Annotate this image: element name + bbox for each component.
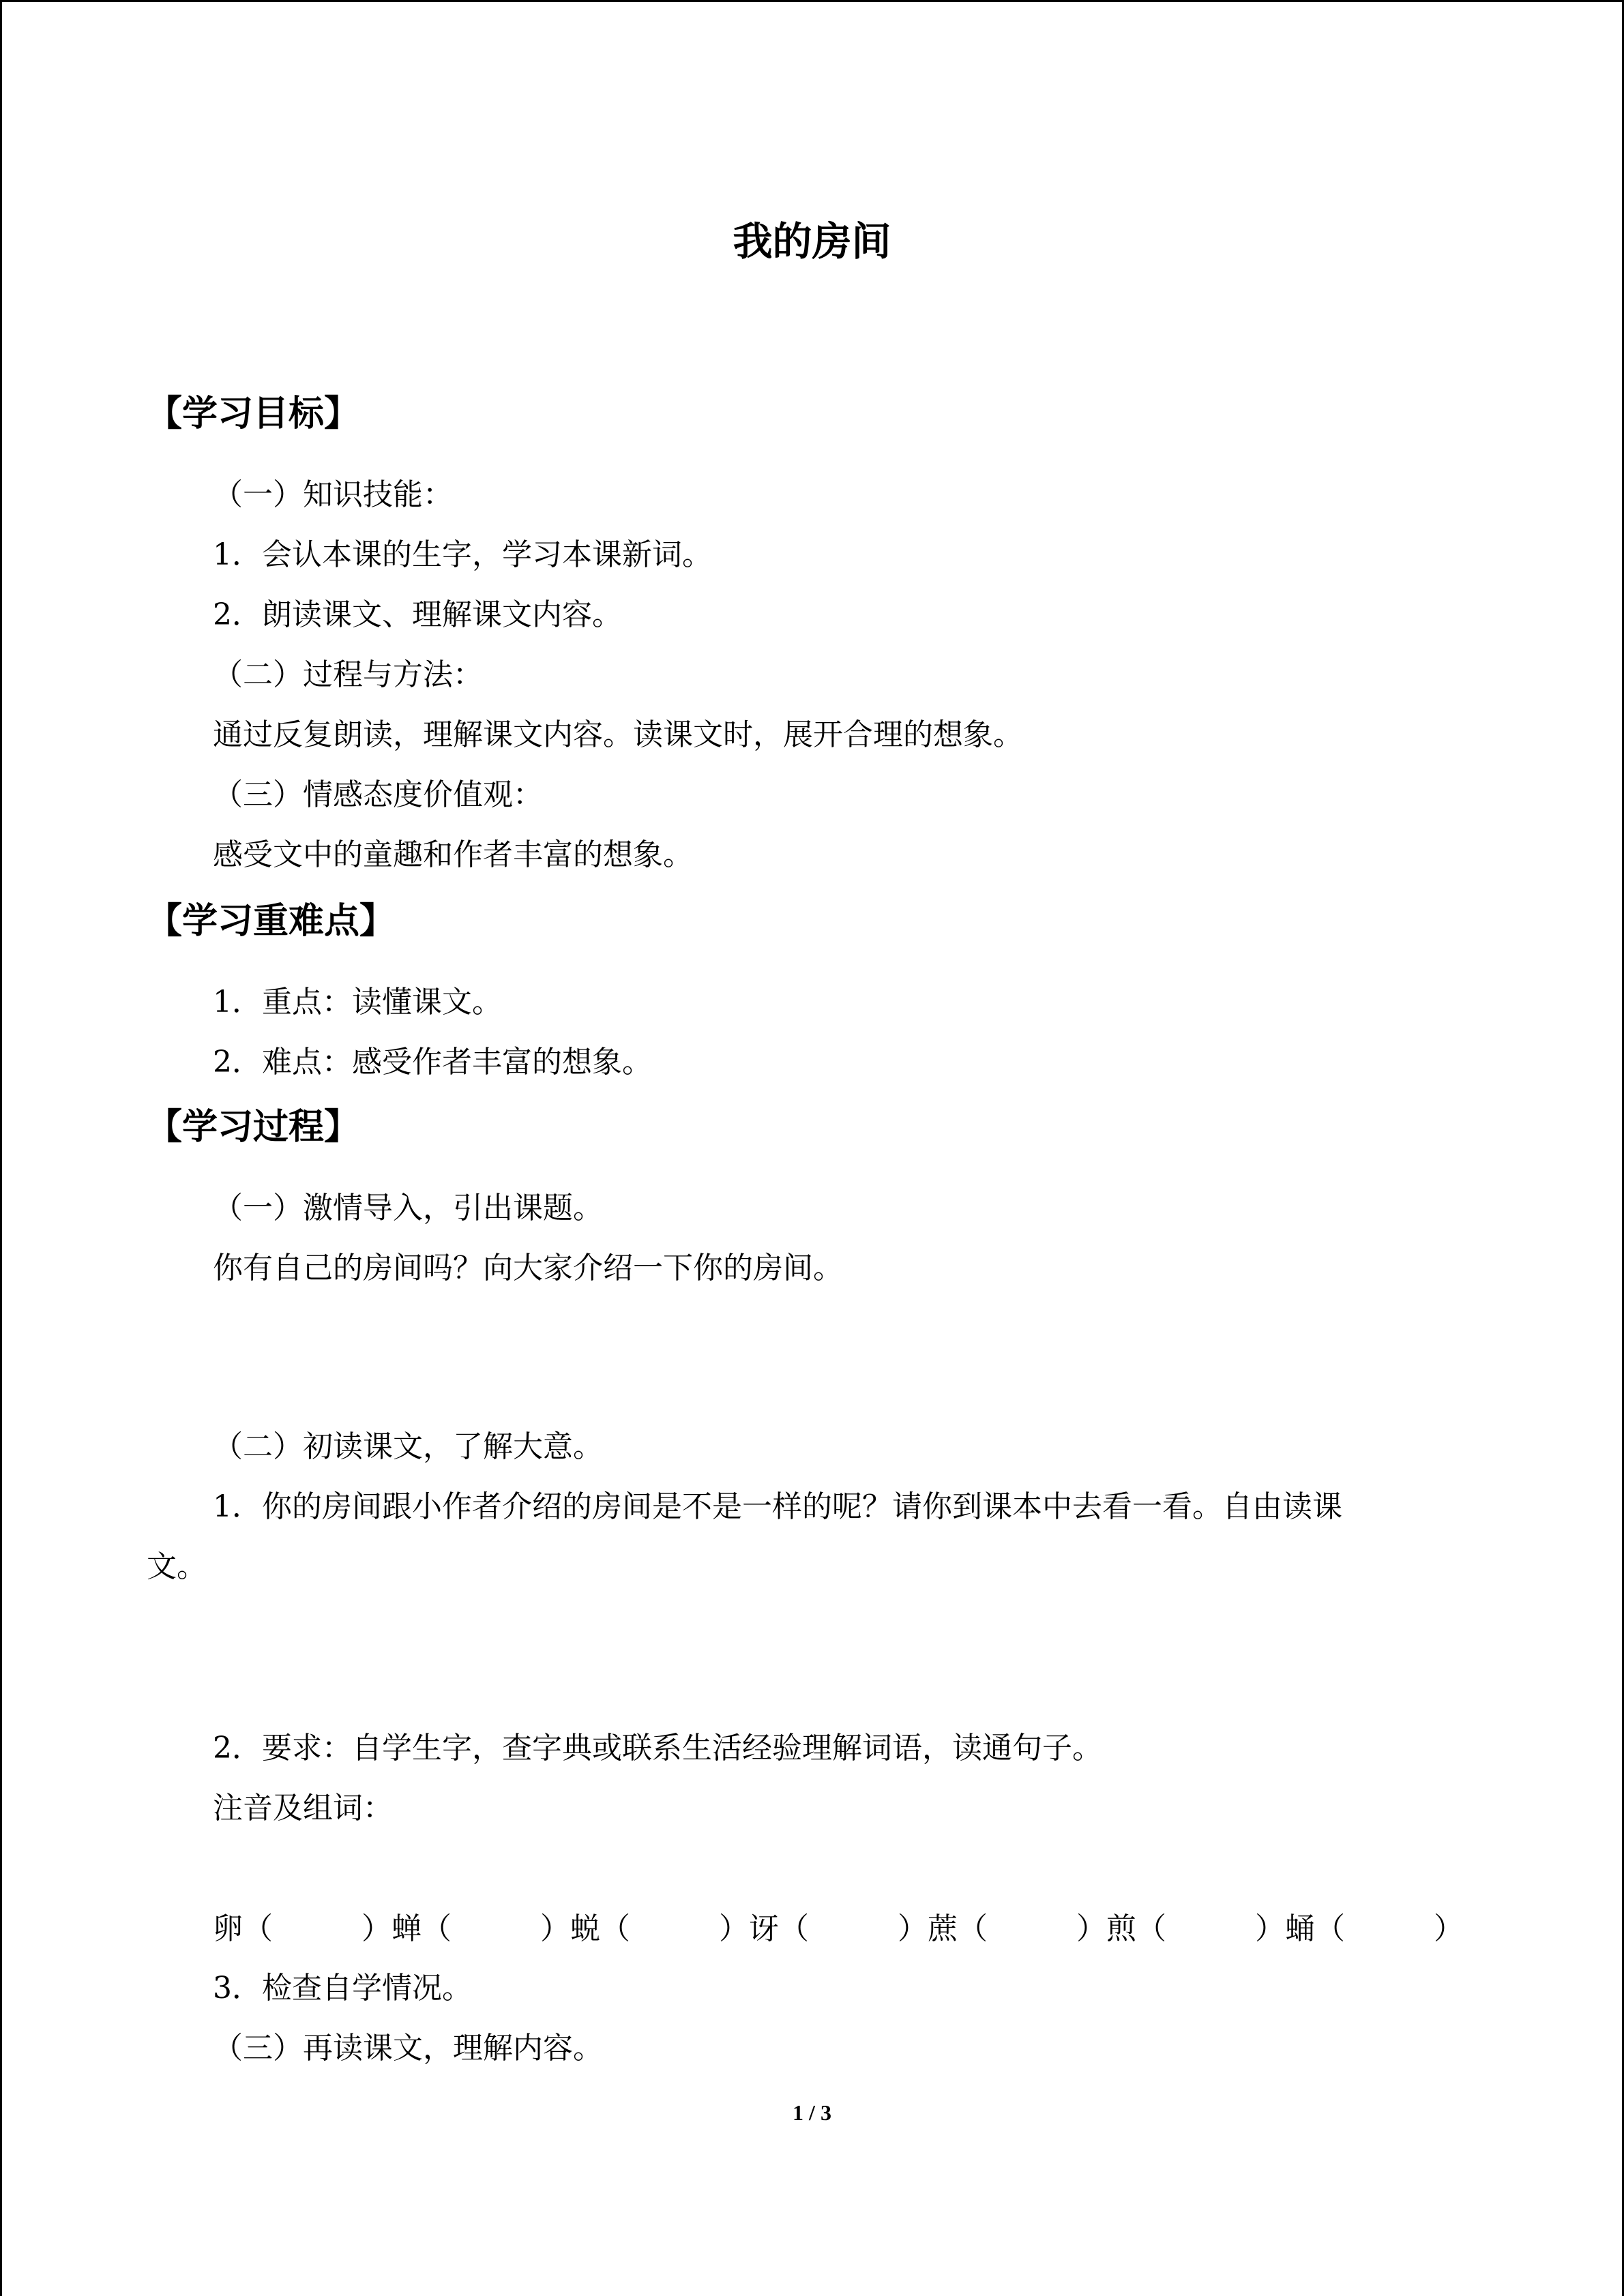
- char-slot: 蔗（ ）: [928, 1911, 1106, 1946]
- exercise-char: 煎: [1106, 1911, 1136, 1946]
- heading-process: 【学习过程】: [147, 1107, 360, 1148]
- process-line-6: 2．要求：自学生字，查字典或联系生活经验理解词语，读通句子。: [213, 1731, 1102, 1765]
- heading-key-points: 【学习重难点】: [147, 901, 396, 942]
- pinyin-exercise-row: [213, 1909, 1464, 1950]
- process-line-9: （三）再读课文，理解内容。: [213, 2031, 603, 2066]
- exercise-char: 蔗: [928, 1911, 958, 1946]
- goals-line-1: （一）知识技能：: [213, 477, 453, 512]
- char-slot: 蛹（ ）: [1285, 1911, 1464, 1946]
- exercise-char: 蛹: [1285, 1911, 1315, 1946]
- process-line-4: 1．你的房间跟小作者介绍的房间是不是一样的呢？请你到课本中去看一看。自由读课: [213, 1489, 1342, 1524]
- goals-line-6: （三）情感态度价值观：: [213, 777, 543, 812]
- process-line-8: 3．检查自学情况。: [213, 1971, 472, 2006]
- char-slot: 讶（ ）: [749, 1911, 928, 1946]
- char-slot: 蜕（ ）: [570, 1911, 749, 1946]
- process-line-1: （一）激情导入，引出课题。: [213, 1191, 603, 1225]
- exercise-char: 蝉: [392, 1911, 422, 1946]
- process-line-7: 注音及组词：: [213, 1791, 393, 1825]
- exercise-char: 蜕: [570, 1911, 600, 1946]
- key-points-line-2: 2．难点：感受作者丰富的想象。: [213, 1045, 652, 1079]
- goals-line-4: （二）过程与方法：: [213, 657, 483, 692]
- heading-goals: 【学习目标】: [147, 393, 360, 434]
- char-slot: 煎（ ）: [1106, 1911, 1285, 1946]
- exercise-char: 卵: [213, 1911, 243, 1946]
- goals-line-2: 1．会认本课的生字，学习本课新词。: [213, 537, 712, 572]
- process-line-5: 文。: [147, 1549, 207, 1584]
- goals-line-3: 2．朗读课文、理解课文内容。: [213, 597, 622, 632]
- char-slot: 卵（ ）: [213, 1911, 392, 1946]
- process-line-2: 你有自己的房间吗？向大家介绍一下你的房间。: [213, 1251, 843, 1285]
- page-title: 我的房间: [733, 218, 891, 265]
- goals-line-7: 感受文中的童趣和作者丰富的想象。: [213, 837, 693, 872]
- key-points-line-1: 1．重点：读懂课文。: [213, 985, 502, 1019]
- page-number: 1 / 3: [793, 2100, 831, 2125]
- char-slot: 蝉（ ）: [392, 1911, 570, 1946]
- goals-line-5: 通过反复朗读，理解课文内容。读课文时，展开合理的想象。: [213, 717, 1023, 752]
- process-line-3: （二）初读课文，了解大意。: [213, 1429, 603, 1464]
- exercise-char: 讶: [749, 1911, 779, 1946]
